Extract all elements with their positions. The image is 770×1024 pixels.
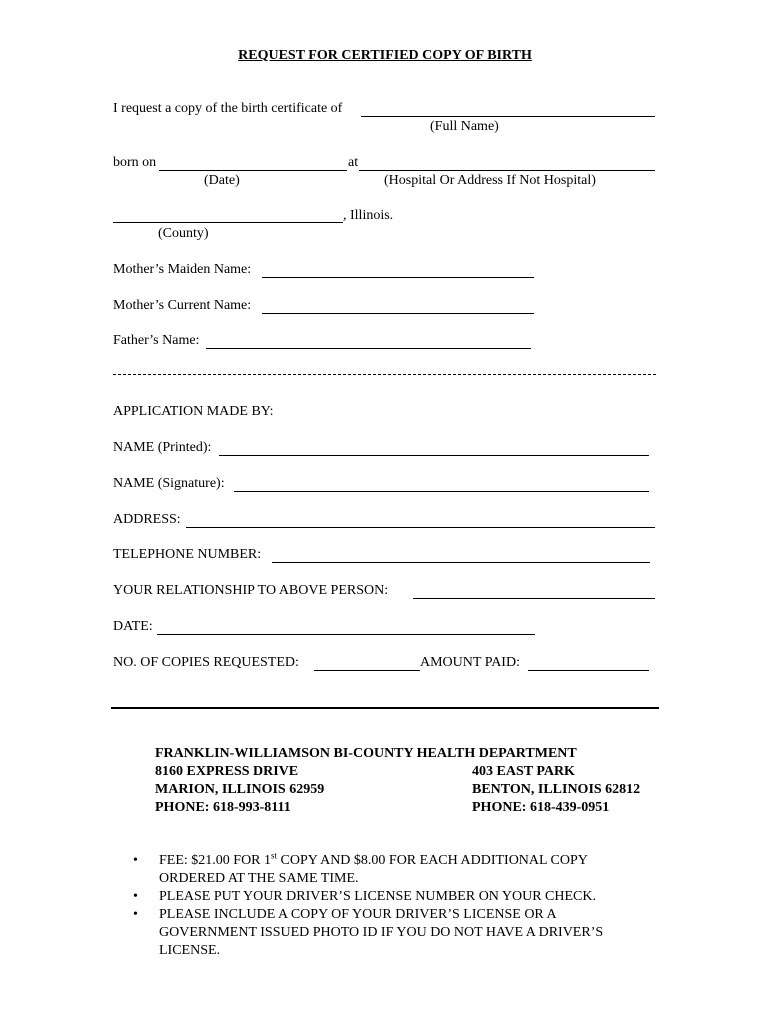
benton-city: BENTON, ILLINOIS 62812	[472, 782, 641, 797]
copies-requested-field[interactable]	[314, 670, 420, 671]
amount-paid-field[interactable]	[528, 670, 649, 671]
fathers-name-field[interactable]	[206, 348, 531, 349]
name-signature-label: NAME (Signature):	[113, 476, 225, 491]
mothers-maiden-name-label: Mother’s Maiden Name:	[113, 262, 252, 277]
illinois-label: , Illinois.	[343, 208, 394, 223]
full-name-caption: (Full Name)	[430, 119, 499, 134]
name-printed-field[interactable]	[219, 455, 649, 456]
section-divider	[113, 374, 656, 375]
birth-place-field[interactable]	[359, 170, 655, 171]
license-note: • PLEASE PUT YOUR DRIVER’S LICENSE NUMBER ON YOUR CHECK.	[133, 888, 653, 906]
page-title: REQUEST FOR CERTIFIED COPY OF BIRTH	[238, 48, 532, 63]
relationship-field[interactable]	[413, 598, 655, 599]
department-name: FRANKLIN-WILLIAMSON BI-COUNTY HEALTH DEPARTMENT	[155, 746, 577, 761]
amount-paid-label: AMOUNT PAID:	[420, 655, 520, 670]
application-heading: APPLICATION MADE BY:	[113, 404, 274, 419]
fee-note: • FEE: $21.00 FOR 1st COPY AND $8.00 FOR EACH ADDITIONAL COPY ORDERED AT THE SAME TIME.	[133, 852, 653, 888]
marion-city: MARION, ILLINOIS 62959	[155, 782, 325, 797]
born-on-label: born on	[113, 155, 157, 170]
hospital-caption: (Hospital Or Address If Not Hospital)	[384, 173, 596, 188]
county-caption: (County)	[158, 226, 209, 241]
mothers-current-name-label: Mother’s Current Name:	[113, 298, 252, 313]
telephone-label: TELEPHONE NUMBER:	[113, 547, 262, 562]
date-field[interactable]	[157, 634, 535, 635]
notes-list	[133, 852, 653, 960]
marion-phone: PHONE: 618-993-8111	[155, 800, 291, 815]
at-label: at	[348, 155, 359, 170]
date-label: DATE:	[113, 619, 153, 634]
marion-street: 8160 EXPRESS DRIVE	[155, 764, 299, 779]
full-name-field[interactable]	[361, 116, 655, 117]
address-field[interactable]	[186, 527, 655, 528]
request-intro-label: I request a copy of the birth certificate of	[113, 101, 343, 116]
date-caption: (Date)	[204, 173, 240, 188]
birth-date-field[interactable]	[159, 170, 347, 171]
county-field[interactable]	[113, 222, 343, 223]
footer-rule	[111, 707, 659, 709]
fathers-name-label: Father’s Name:	[113, 333, 200, 348]
copies-requested-label: NO. OF COPIES REQUESTED:	[113, 655, 299, 670]
benton-phone: PHONE: 618-439-0951	[472, 800, 610, 815]
benton-street: 403 EAST PARK	[472, 764, 575, 779]
telephone-field[interactable]	[272, 562, 650, 563]
relationship-label: YOUR RELATIONSHIP TO ABOVE PERSON:	[113, 583, 389, 598]
name-printed-label: NAME (Printed):	[113, 440, 212, 455]
address-label: ADDRESS:	[113, 512, 181, 527]
mothers-current-name-field[interactable]	[262, 313, 534, 314]
photo-id-note: • PLEASE INCLUDE A COPY OF YOUR DRIVER’S LICENSE OR A GOVERNMENT ISSUED PHOTO ID IF YOU DO NOT HAVE A DRIVER’S LICENSE.	[133, 906, 653, 960]
name-signature-field[interactable]	[234, 491, 649, 492]
mothers-maiden-name-field[interactable]	[262, 277, 534, 278]
